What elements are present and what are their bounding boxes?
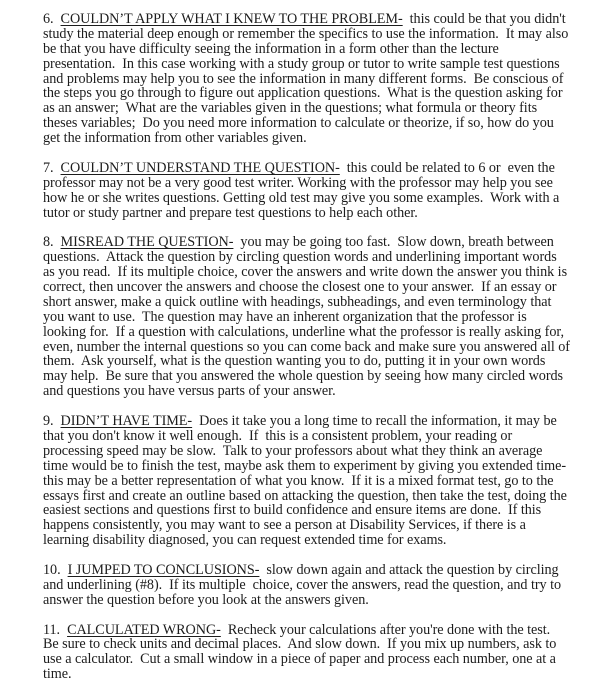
text-line: Be sure to check units and decimal places. And slow down. If you mix up numbers, ask to [43, 636, 557, 653]
section-heading: I JUMPED TO CONCLUSIONS- [67, 561, 260, 578]
section-heading: DIDN’T HAVE TIME- [60, 413, 193, 430]
text-line: theses variables; Do you need more information to calculate or theorize, if so, how do you [43, 115, 554, 132]
text-line: time would be to finish the test, maybe ask them to experiment by giving you extended time- [43, 457, 567, 474]
section-text: Recheck your calculations after you're done with the test. [220, 621, 551, 638]
text-line: get the information from other variables given. [43, 130, 307, 147]
text-line: may help. Be sure that you answered the whole question by seeing how many circled words [43, 368, 564, 385]
section-8-misread [43, 234, 570, 400]
text-line: presentation. In this case working with a study group or tutor to write sample test questions [43, 55, 560, 72]
section-first-line [43, 11, 566, 27]
text-line: professor may not be a very good test writer. Working with the professor may help you see [43, 174, 553, 191]
section-number: 11. [43, 621, 68, 638]
text-line: short answer, make a quick outline with headings, subheadings, and even terminology that [43, 293, 552, 310]
section-10-jumped-to-conclusions [43, 563, 563, 608]
section-first-line [43, 161, 563, 176]
section-text: you may be going too fast. Slow down, breath between [233, 234, 554, 251]
text-line: be that you have difficulty seeing the information in a form other than the lecture [43, 40, 499, 57]
section-heading: COULDN’T APPLY WHAT I KNEW TO THE PROBLEM- [60, 11, 403, 27]
text-line: you want to use. The question may have an inherent organization that the professor is [43, 308, 527, 325]
text-line: looking for. If a question with calculations, underline what the professor is really asking for, [43, 323, 564, 340]
section-text: this could be related to 6 or even the [339, 159, 555, 176]
text-line: easiest sections and questions first to build confidence and ensure items are done. If this [43, 502, 542, 519]
text-line: learning disability diagnosed, you can request extended time for exams. [43, 532, 447, 549]
section-6-couldnt-apply [43, 11, 569, 147]
section-first-line [43, 623, 563, 638]
text-line: use a calculator. Cut a small window in a piece of paper and process each number, one at a [43, 651, 556, 668]
section-number: 10. [43, 561, 68, 578]
text-line: time. [43, 666, 72, 683]
text-line: happens consistently, you may want to see a person at Disability Services, if there is a [43, 517, 526, 534]
text-line: processing speed may be slow. Talk to your professors about what they think an average [43, 442, 543, 459]
text-line: and underlining (#8). If its multiple choice, cover the answers, read the question, and try to [43, 576, 562, 593]
text-line: and questions you have versus parts of your answer. [43, 383, 336, 400]
text-line: and problems may help you to see the information in many different forms. Be conscious of [43, 70, 564, 87]
document-page [43, 11, 570, 697]
section-text: slow down again and attack the question by circling [259, 561, 559, 578]
section-number: 9. [43, 413, 61, 430]
section-number: 7. [43, 159, 61, 176]
section-number: 8. [43, 234, 61, 251]
text-line: study the material deep enough or remember the specifics to use the information. It may also [43, 25, 569, 42]
section-text: Does it take you a long time to recall the information, it may be [192, 413, 557, 430]
text-line: them. Ask yourself, what is the question wanting you to do, putting it in your own words [43, 353, 546, 370]
section-9-didnt-have-time [43, 413, 567, 549]
section-first-line [43, 563, 563, 578]
text-line: the steps you go through to figure out application questions. What is the question asking for [43, 85, 563, 102]
section-number: 6. [43, 11, 61, 27]
text-line: questions. Attack the question by circling question words and underlining important words [43, 249, 557, 266]
text-line: tutor or study partner and prepare test questions to help each other. [43, 204, 418, 221]
text-line: correct, then uncover the answers and choose the closest one to your answer. If an essay or [43, 279, 557, 296]
section-heading: CALCULATED WRONG- [67, 621, 221, 638]
text-line: even, number the internal questions so you can come back and make sure you answered all of [43, 338, 570, 355]
section-11-calculated-wrong [43, 623, 563, 683]
text-line: that you don't know it well enough. If this is a consistent problem, your reading or [43, 427, 513, 444]
text-line: as you read. If its multiple choice, cover the answers and write down the answer you think is [43, 264, 568, 281]
section-first-line [43, 235, 563, 250]
text-line: answer the question before you look at the answers given. [43, 591, 369, 608]
section-7-couldnt-understand [43, 161, 563, 221]
section-first-line [43, 414, 563, 429]
section-text: this could be that you didn't [402, 11, 566, 27]
text-line: how he or she writes questions. Getting old test may give you some examples. Work with a [43, 189, 560, 206]
section-heading: MISREAD THE QUESTION- [60, 234, 234, 251]
text-line: essays first and create an outline based on attacking the question, then take the test, doing the [43, 487, 567, 504]
text-line: as an answer; What are the variables given in the questions; what formula or theory fits [43, 100, 538, 117]
section-heading: COULDN’T UNDERSTAND THE QUESTION- [60, 159, 340, 176]
text-line: this may be a better representation of what you know. If it is a mixed format test, go to the [43, 472, 554, 489]
